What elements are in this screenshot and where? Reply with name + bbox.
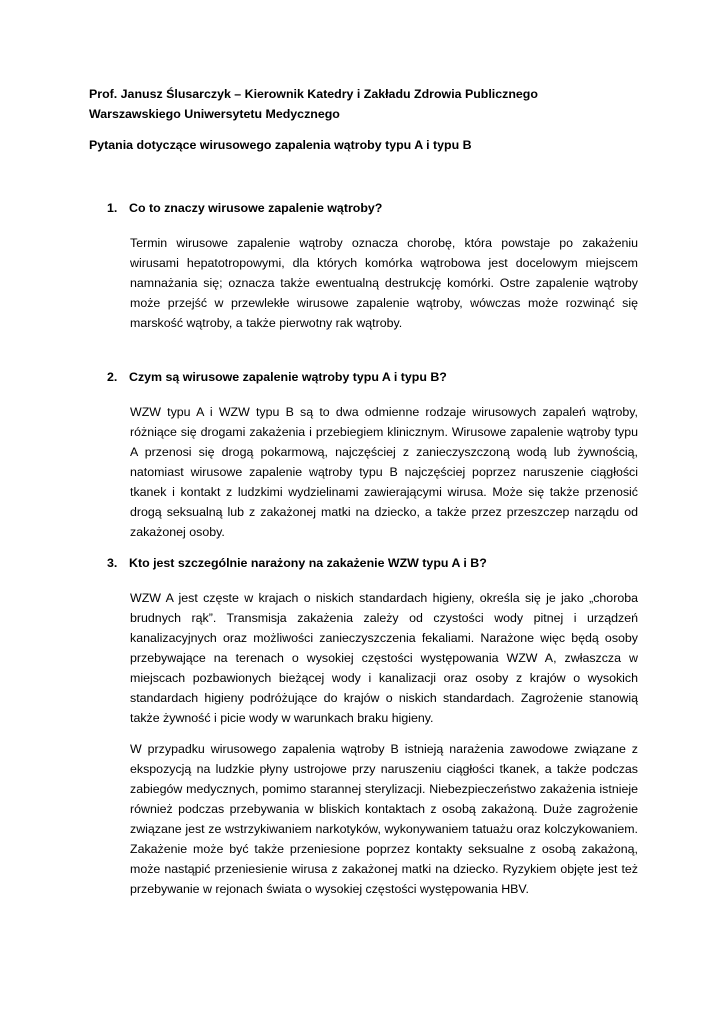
question-number: 3. — [107, 556, 118, 570]
question-number: 2. — [107, 370, 118, 384]
answer-paragraph: WZW typu A i WZW typu B są to dwa odmienne rodzaje wirusowych zapaleń wątroby, różniące się drogami zakażenia i przebiegiem klinicznym. Wirusowe zapalenie wątroby typu A przenosi się drogą pokarmową, najczęściej z zanieczyszczoną wodą lub żywnością, natomiast wirusowe zapalenie wątroby typu B najczęściej poprzez naruszenie ciągłości tkanek i kontakt z ludzkimi wydzielinami zawierającymi wirusa. Może się także przenosić drogą seksualną lub z zakażonej matki na dziecko, a także przez przeszczep narządu od zakażonej osoby. — [130, 405, 638, 539]
answer-paragraph: WZW A jest częste w krajach o niskich standardach higieny, określa się je jako „choroba brudnych rąk”. Transmisja zakażenia zależy od czystości wody pitnej i urządzeń kanalizacyjnych oraz możliwości zanieczyszczenia fekaliami. Narażone więc będą osoby przebywające na terenach o wysokiej częstości występowania WZW A, zwłaszcza w miejscach pozbawionych bieżącej wody i kanalizacji oraz osoby z krajów o wysokich standardach higieny podróżujące do krajów o niskich standardach. Zagrożenie stanowią także żywność i picie wody w warunkach braku higieny. — [130, 591, 638, 725]
answer-paragraph: W przypadku wirusowego zapalenia wątroby B istnieją narażenia zawodowe związane z ekspozycją na ludzkie płyny ustrojowe przy naruszeniu ciągłości tkanek, a także podczas zabiegów medycznych, pomimo starannej sterylizacji. Niebezpieczeństwo zakażenia istnieje również podczas przebywania w bliskich kontaktach z osobą zakażoną. Duże zagrożenie związane jest ze wstrzykiwaniem narkotyków, wykonywaniem tatuażu oraz kolczykowaniem. Zakażenie może być także przeniesione poprzez kontakty seksualne z osobą zakażoną, może nastąpić przeniesienie wirusa z zakażonej matki na dziecko. Ryzykiem objęte jest też przebywanie w rejonach świata o wysokiej częstości występowania HBV. — [130, 742, 638, 896]
question-1 — [107, 198, 637, 218]
question-text: Czym są wirusowe zapalenie wątroby typu A i typu B? — [129, 370, 447, 384]
document-title: Pytania dotyczące wirusowego zapalenia wątroby typu A i typu B — [89, 138, 472, 152]
question-3 — [107, 553, 637, 573]
question-number: 1. — [107, 201, 118, 215]
answer-paragraph: Termin wirusowe zapalenie wątroby oznacza chorobę, która powstaje po zakażeniu wirusami hepatotropowymi, dla których komórka wątrobowa jest docelowym miejscem namnażania się; oznacza także ewentualną destrukcję komórki. Ostre zapalenie wątroby może przejść w przewlekłe wirusowe zapalenie wątroby, wówczas może rozwinąć się marskość wątroby, a także pierwotny rak wątroby. — [130, 236, 638, 330]
question-2 — [107, 367, 637, 387]
question-text: Kto jest szczególnie narażony na zakażenie WZW typu A i B? — [129, 556, 487, 570]
question-text: Co to znaczy wirusowe zapalenie wątroby? — [129, 201, 383, 215]
author-heading: Prof. Janusz Ślusarczyk – Kierownik Katedry i Zakładu Zdrowia Publicznego Warszawskiego Uniwersytetu Medycznego — [89, 87, 538, 121]
